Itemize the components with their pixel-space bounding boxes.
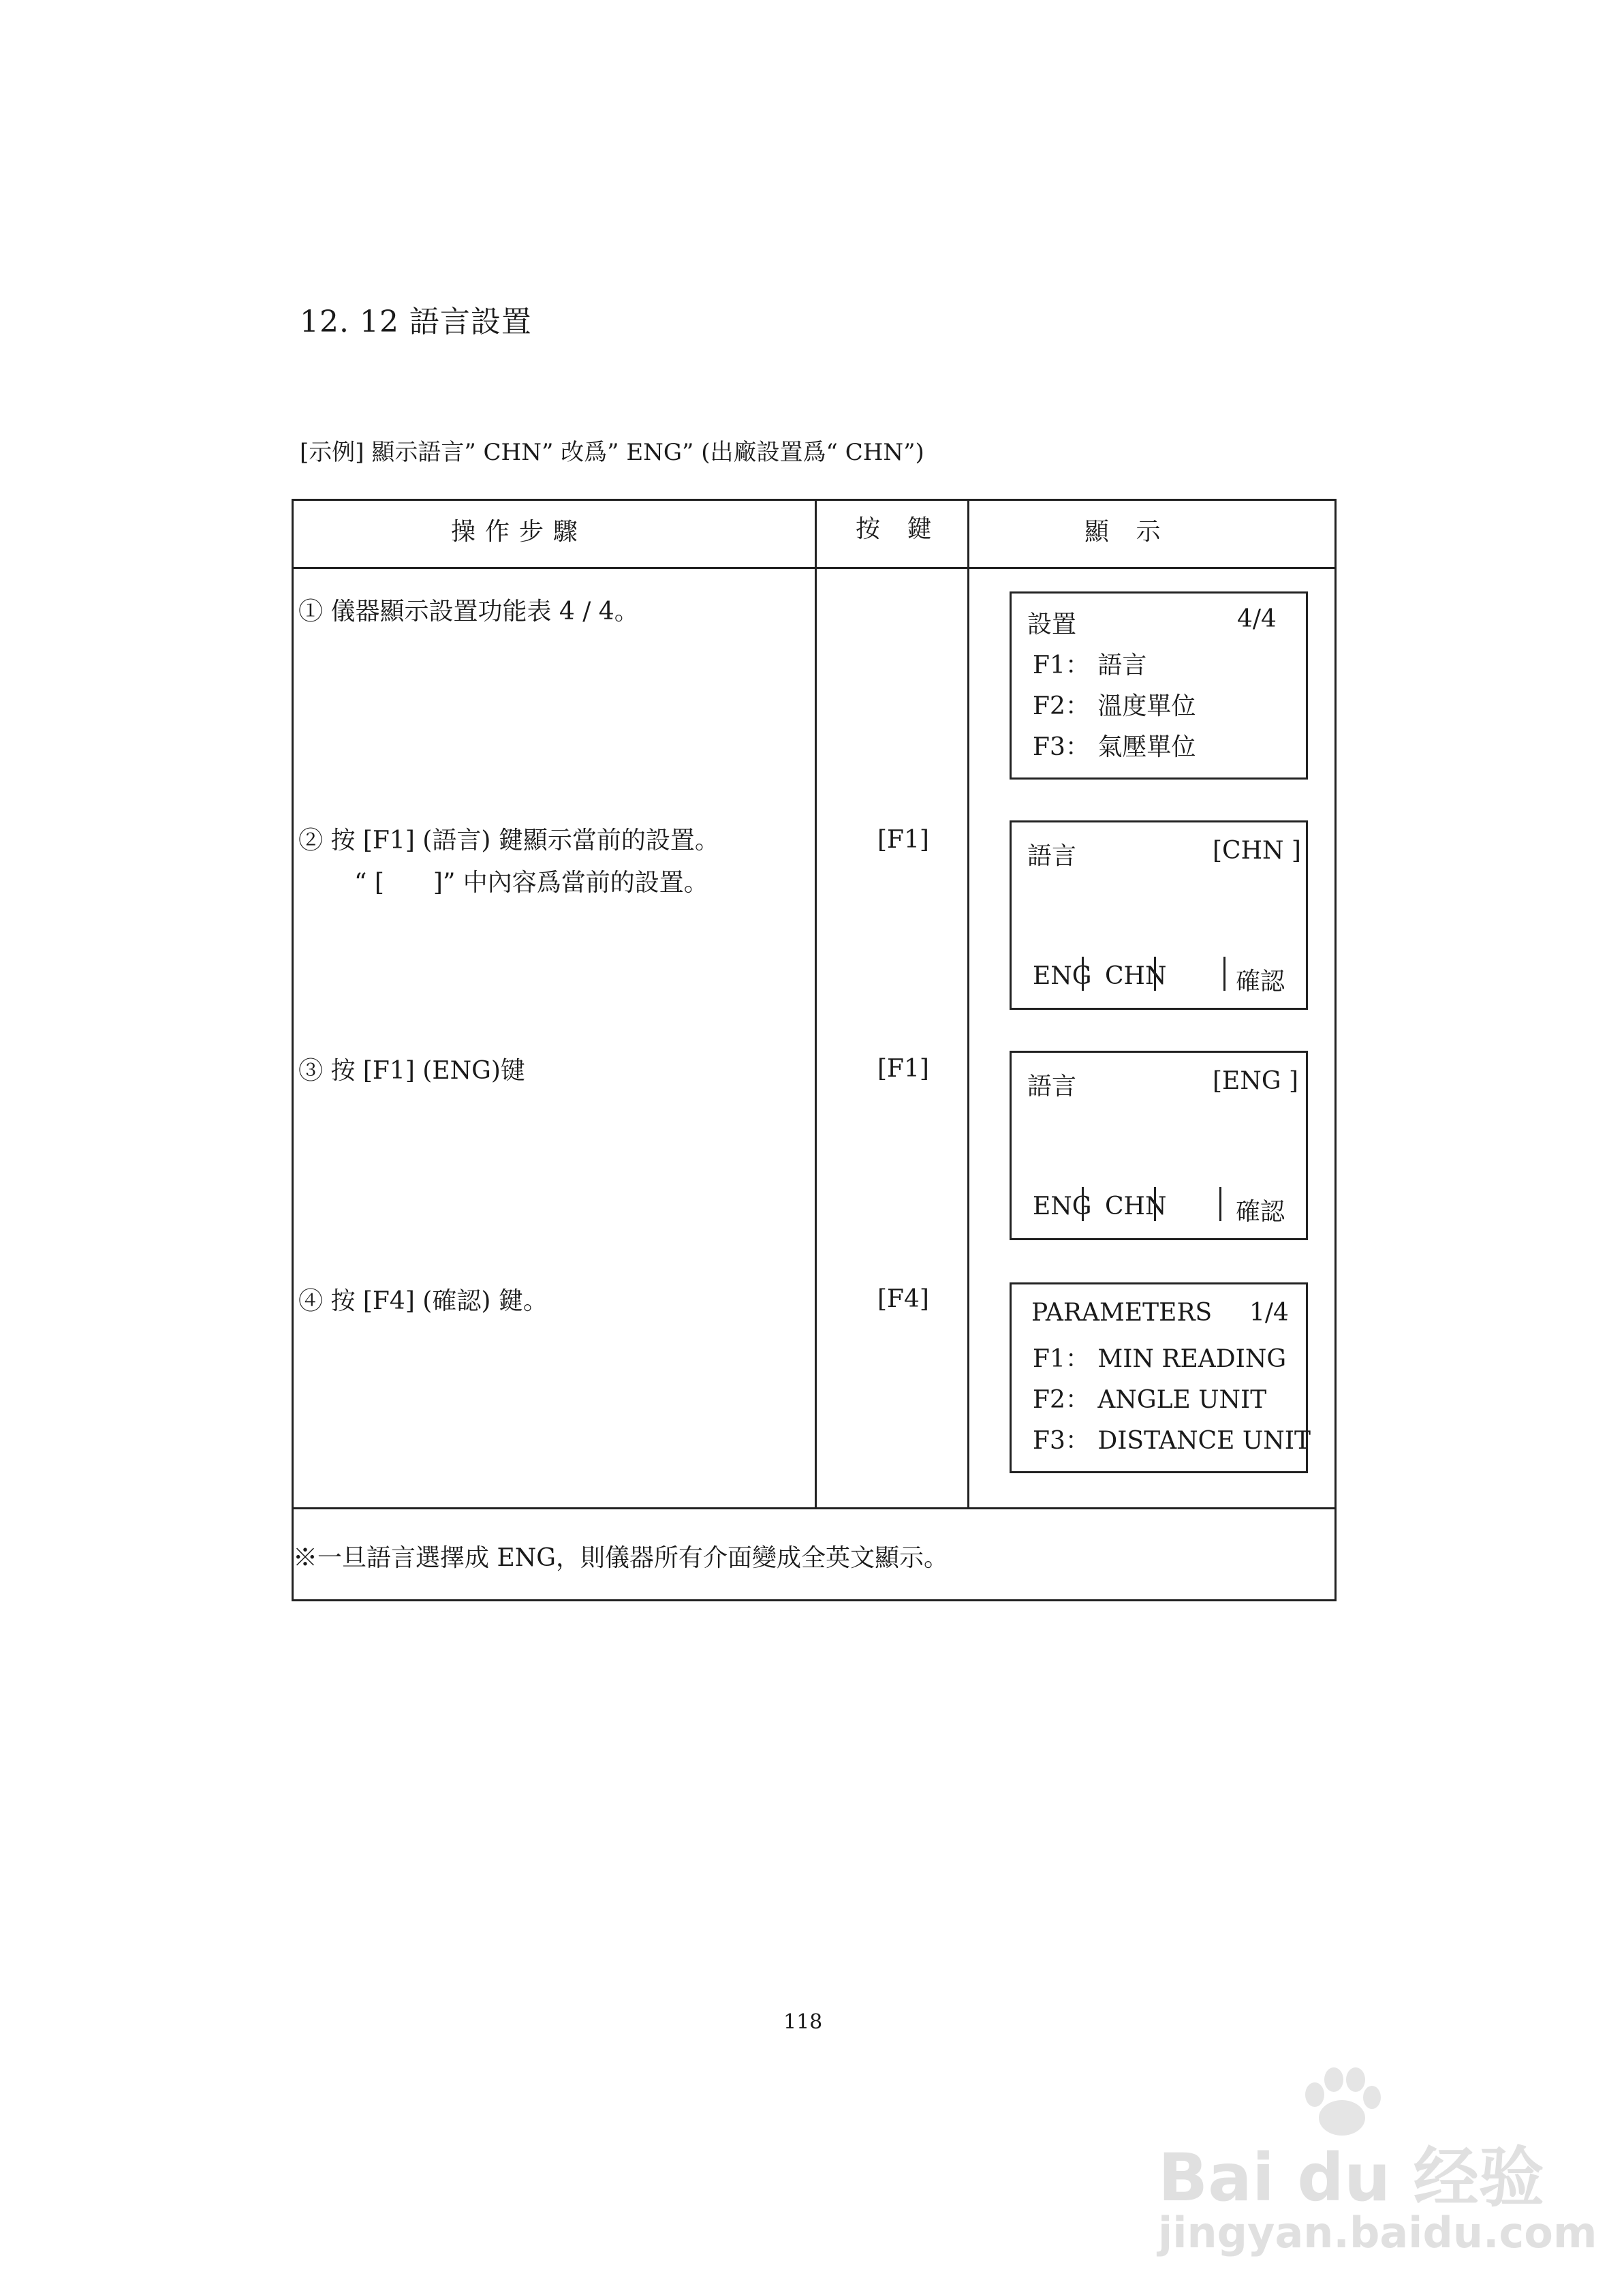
screen-3-title: 語言 bbox=[1027, 1073, 1077, 1100]
screen-3-softkey-sep-2 bbox=[1154, 1187, 1156, 1221]
screen-1-option-f2: F2： 溫度單位 bbox=[1033, 692, 1196, 720]
table-header-divider bbox=[292, 567, 1337, 569]
screen-4-option-f3: F3： DISTANCE UNIT bbox=[1033, 1427, 1311, 1455]
header-key: 按 鍵 bbox=[856, 515, 941, 543]
screen-3-softkey-sep-1 bbox=[1082, 1187, 1084, 1221]
key-f1-step-3: [F1] bbox=[877, 1055, 929, 1083]
screen-1-title: 設置 bbox=[1027, 611, 1077, 638]
screen-1-page: 4/4 bbox=[1237, 605, 1277, 633]
screen-2-current: [CHN ] bbox=[1213, 837, 1301, 865]
screen-2-title: 語言 bbox=[1027, 842, 1077, 870]
screen-2-softkey-sep-3 bbox=[1223, 957, 1225, 991]
header-display: 顯 示 bbox=[1084, 518, 1170, 546]
screen-1-option-f3: F3： 氣壓單位 bbox=[1033, 733, 1196, 761]
screen-3-softkey-sep-3 bbox=[1219, 1187, 1221, 1221]
header-steps: 操作步驟 bbox=[451, 518, 588, 546]
screen-1-option-f1: F1： 語言 bbox=[1033, 651, 1147, 679]
section-title: 12. 12 語言設置 bbox=[300, 305, 532, 339]
column-divider-2 bbox=[967, 499, 969, 1507]
table-footer-divider bbox=[292, 1507, 1337, 1509]
step-2-line-1: ② 按 [F1] (語言) 鍵顯示當前的設置。 bbox=[298, 827, 719, 854]
screen-3-softkey-eng: ENG bbox=[1033, 1192, 1092, 1220]
step-1-line-1: ① 儀器顯示設置功能表 4 / 4。 bbox=[298, 598, 639, 626]
step-3-line-1: ③ 按 [F1] (ENG)键 bbox=[298, 1057, 525, 1085]
screen-4-page: 1/4 bbox=[1249, 1299, 1289, 1327]
screen-4-option-f2: F2： ANGLE UNIT bbox=[1033, 1386, 1267, 1414]
example-caption: [示例] 顯示語言” CHN” 改爲” ENG” (出廠設置爲“ CHN”) bbox=[300, 439, 924, 466]
screen-2-softkey-chn: CHN bbox=[1105, 962, 1167, 990]
screen-2-softkey-sep-1 bbox=[1082, 957, 1084, 991]
watermark-brand: Bai du 经验 bbox=[1158, 2140, 1544, 2216]
screen-2-softkey-confirm: 確認 bbox=[1236, 968, 1285, 996]
screen-4-option-f1: F1： MIN READING bbox=[1033, 1345, 1287, 1373]
key-f1-step-2: [F1] bbox=[877, 826, 929, 854]
screen-3-softkey-confirm: 確認 bbox=[1236, 1198, 1285, 1226]
step-4-line-1: ④ 按 [F4] (確認) 鍵。 bbox=[298, 1287, 548, 1315]
table-note: ※一旦語言選擇成 ENG，則儀器所有介面變成全英文顯示。 bbox=[293, 1544, 948, 1572]
screen-2-softkey-eng: ENG bbox=[1033, 962, 1092, 990]
column-divider-1 bbox=[815, 499, 817, 1507]
watermark-url: jingyan.baidu.com bbox=[1158, 2208, 1597, 2258]
step-2-line-2: “ [ ]” 中內容爲當前的設置。 bbox=[354, 869, 708, 897]
screen-3-softkey-chn: CHN bbox=[1105, 1192, 1167, 1220]
screen-4-title: PARAMETERS bbox=[1031, 1299, 1213, 1327]
key-f4-step-4: [F4] bbox=[877, 1285, 929, 1313]
baidu-watermark bbox=[1158, 2065, 1597, 2269]
page-number: 118 bbox=[783, 2010, 823, 2034]
screen-2-softkey-sep-2 bbox=[1154, 957, 1156, 991]
screen-3-current: [ENG ] bbox=[1213, 1067, 1299, 1095]
